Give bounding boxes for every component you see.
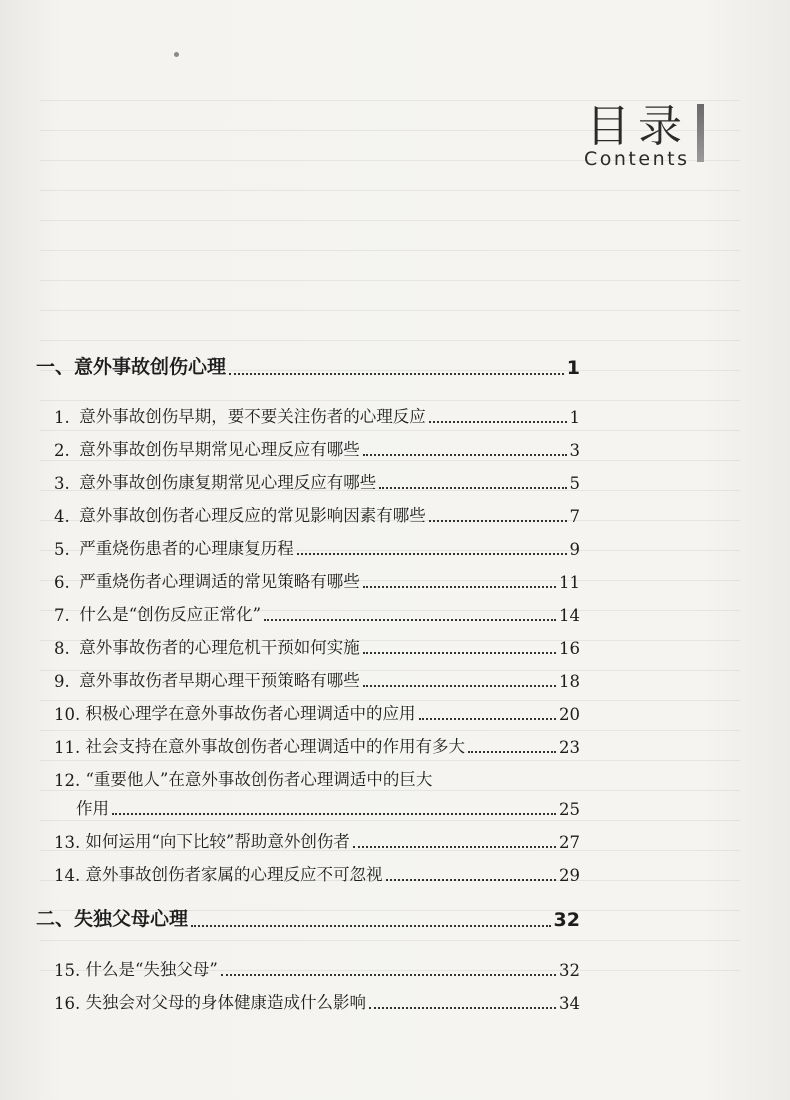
toc-item[interactable] <box>54 436 580 460</box>
item-number: 11. <box>54 738 81 757</box>
item-label: 意外事故创伤者心理反应的常见影响因素有哪些 <box>79 506 426 525</box>
item-number: 7. <box>54 606 70 625</box>
item-number: 2. <box>54 441 70 460</box>
toc-chapter[interactable] <box>36 904 580 931</box>
item-number: 12. <box>54 771 81 790</box>
item-number: 13. <box>54 833 81 852</box>
dot-leader <box>353 846 556 848</box>
page-number: 25 <box>559 800 580 819</box>
toc-item[interactable] <box>54 733 580 757</box>
page-number: 32 <box>559 961 580 980</box>
page-number: 16 <box>559 639 580 658</box>
item-number: 9. <box>54 672 70 691</box>
page-number: 34 <box>559 994 580 1013</box>
toc-item[interactable] <box>54 403 580 427</box>
dot-leader <box>369 1007 556 1009</box>
page-number: 14 <box>559 606 580 625</box>
toc-item[interactable] <box>54 469 580 493</box>
page-number: 3 <box>569 441 580 460</box>
dot-leader <box>429 421 567 423</box>
item-number: 6. <box>54 573 70 592</box>
item-label: 严重烧伤患者的心理康复历程 <box>79 539 294 558</box>
page-number: 32 <box>553 909 580 931</box>
page-number: 1 <box>569 408 580 427</box>
toc-item[interactable] <box>54 828 580 852</box>
item-label: 社会支持在意外事故创伤者心理调适中的作用有多大 <box>85 737 465 756</box>
dot-leader <box>468 751 556 753</box>
page-number: 20 <box>559 705 580 724</box>
page-number: 5 <box>569 474 580 493</box>
item-label: 如何运用“向下比较”帮助意外创伤者 <box>85 832 350 851</box>
toc-chapter[interactable] <box>36 352 580 379</box>
dot-leader <box>419 718 557 720</box>
item-label: 意外事故创伤早期，要不要关注伤者的心理反应 <box>79 407 426 426</box>
item-number: 10. <box>54 705 81 724</box>
dot-leader <box>229 373 564 375</box>
print-speck <box>174 52 179 57</box>
page-number: 1 <box>566 357 580 379</box>
dot-leader <box>297 553 567 555</box>
item-label-continued: 作用 <box>76 799 109 818</box>
item-number: 4. <box>54 507 70 526</box>
dot-leader <box>221 974 556 976</box>
toc-item[interactable] <box>54 956 580 980</box>
toc-item[interactable] <box>54 634 580 658</box>
item-label: 意外事故伤者的心理危机干预如何实施 <box>79 638 360 657</box>
dot-leader <box>264 619 556 621</box>
dot-leader <box>379 487 566 489</box>
item-number: 14. <box>54 866 81 885</box>
item-number: 15. <box>54 961 81 980</box>
dot-leader <box>191 925 551 927</box>
dot-leader <box>386 879 557 881</box>
item-label: 严重烧伤者心理调适的常见策略有哪些 <box>79 572 360 591</box>
toc-item[interactable] <box>54 568 580 592</box>
toc-item[interactable] <box>54 502 580 526</box>
toc-item[interactable] <box>54 667 580 691</box>
dot-leader <box>363 685 556 687</box>
chapter-label: 一、意外事故创伤心理 <box>36 356 227 378</box>
toc-item[interactable] <box>54 535 580 559</box>
item-label: 意外事故创伤康复期常见心理反应有哪些 <box>79 473 377 492</box>
page-number: 7 <box>569 507 580 526</box>
toc-item[interactable] <box>54 700 580 724</box>
toc-item[interactable] <box>54 766 580 790</box>
page-number: 29 <box>559 866 580 885</box>
item-number: 1. <box>54 408 70 427</box>
page-number: 23 <box>559 738 580 757</box>
toc-item[interactable] <box>54 861 580 885</box>
item-number: 3. <box>54 474 70 493</box>
dot-leader <box>363 652 556 654</box>
page-number: 27 <box>559 833 580 852</box>
dot-leader <box>363 586 556 588</box>
item-label: “重要他人”在意外事故创伤者心理调适中的巨大 <box>85 770 433 789</box>
title-chinese: 目录 <box>586 101 690 152</box>
item-number: 8. <box>54 639 70 658</box>
item-number: 5. <box>54 540 70 559</box>
toc-item[interactable] <box>54 601 580 625</box>
item-label: 积极心理学在意外事故伤者心理调适中的应用 <box>85 704 416 723</box>
page-number: 9 <box>569 540 580 559</box>
page-number: 18 <box>559 672 580 691</box>
title-english: Contents <box>584 148 690 170</box>
dot-leader <box>429 520 567 522</box>
page-number: 11 <box>559 573 580 592</box>
item-label: 意外事故创伤者家属的心理反应不可忽视 <box>85 865 383 884</box>
toc-title <box>584 103 690 169</box>
dot-leader <box>112 813 556 815</box>
title-accent-bar <box>697 104 704 162</box>
chapter-label: 二、失独父母心理 <box>36 908 189 930</box>
toc-item-continuation[interactable] <box>76 795 580 819</box>
item-label: 意外事故伤者早期心理干预策略有哪些 <box>79 671 360 690</box>
toc-item[interactable] <box>54 989 580 1013</box>
item-label: 失独会对父母的身体健康造成什么影响 <box>85 993 366 1012</box>
item-label: 什么是“失独父母” <box>85 960 218 979</box>
item-label: 意外事故创伤早期常见心理反应有哪些 <box>79 440 360 459</box>
dot-leader <box>363 454 567 456</box>
item-label: 什么是“创伤反应正常化” <box>79 605 262 624</box>
item-number: 16. <box>54 994 81 1013</box>
